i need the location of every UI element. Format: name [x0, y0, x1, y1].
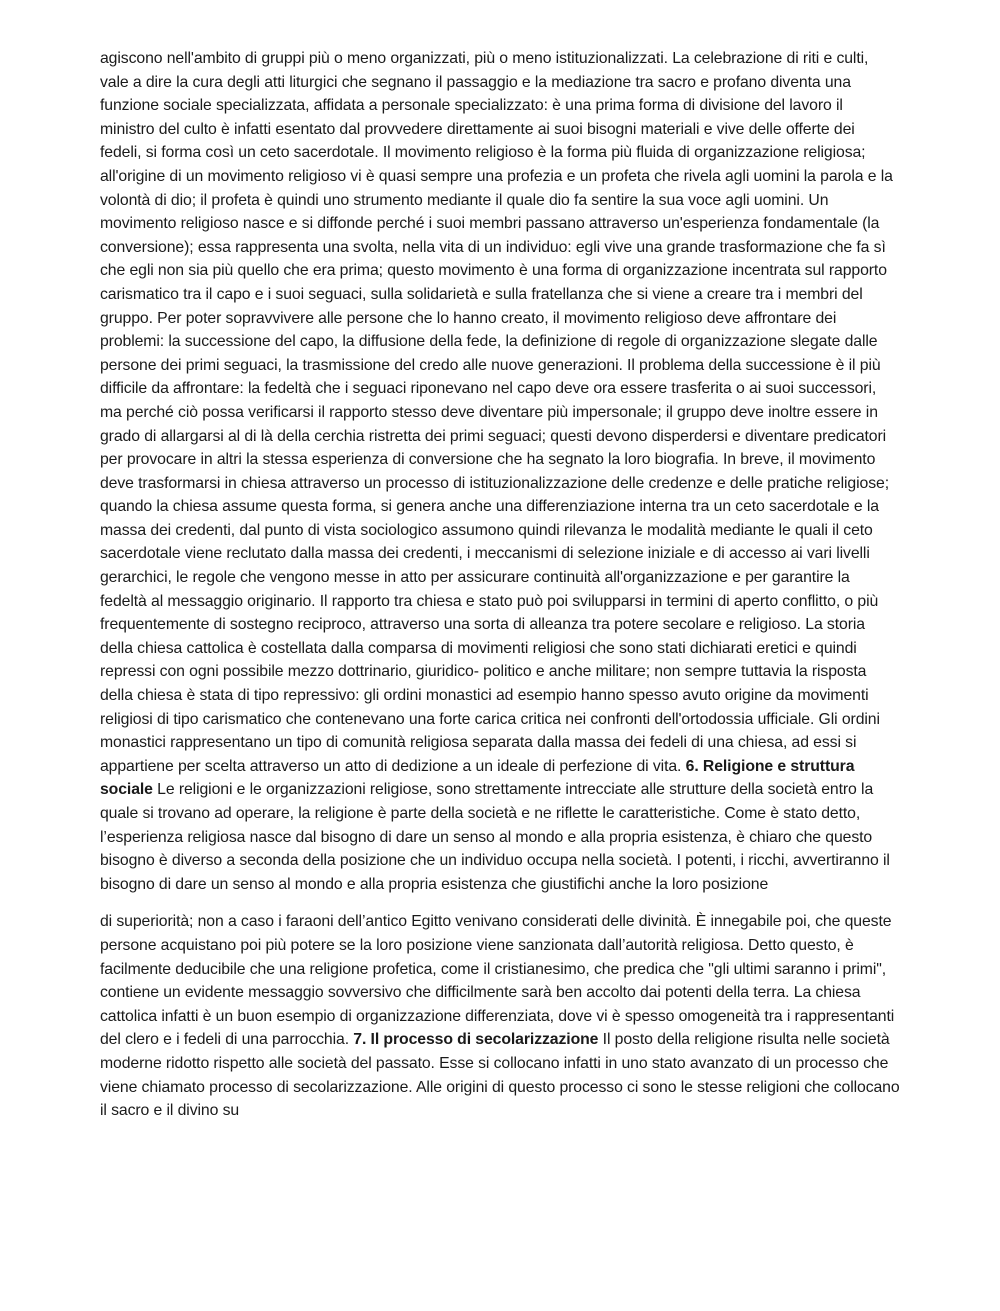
- section-heading-processo-secolarizzazione: 7. Il processo di secolarizzazione: [353, 1031, 599, 1049]
- section-heading-religione-struttura-sociale: 6. Religione e struttura sociale: [100, 757, 855, 799]
- paragraph-text: Le religioni e le organizzazioni religiose, sono strettamente intrecciate alle strutture della società entro la quale si trovano ad operare, la religione è parte della società e ne riflette le caratteristiche. Come è stato detto, l’esperienza religiosa nasce dal bisogno di dare un senso al mondo e alla propria esistenza, è chiaro che questo bisogno è diverso a seconda della posizione che un individuo occupa nella società. I potenti, i ricchi, avvertiranno il bisogno di dare un senso al mondo e alla propria esistenza che giustifichi anche la loro posizione: [100, 781, 890, 893]
- paragraph-text: Il posto della religione risulta nelle società moderne ridotto rispetto alle società del passato. Esse si collocano infatti in uno stato avanzato di un processo che viene chiamato processo di secolarizzazione. Alle origini di questo processo ci sono le stesse religioni che collocano il sacro e il divino su: [100, 1031, 900, 1120]
- paragraph-text: agiscono nell'ambito di gruppi più o meno organizzati, più o meno istituzionalizzati. La celebrazione di riti e culti, vale a dire la cura degli atti liturgici che segnano il passaggio e la mediazione tra sacro e profano diventa una funzione sociale specializzata, affidata a personale specializzato: è una prima forma di divisione del lavoro il ministro del culto è infatti esentato dal provvedere direttamente ai suoi bisogni materiali e vive delle offerte dei fedeli, si forma così un ceto sacerdotale. Il movimento religioso è la forma più fluida di organizzazione religiosa; all'origine di un movimento religioso vi è quasi sempre una profezia e un profeta che rivela agli uomini la parola e la volontà di dio; il profeta è quindi uno strumento mediante il quale dio fa sentire la sua voce agli uomini. Un movimento religioso nasce e si diffonde perché i suoi membri passano attraverso un'esperienza fondamentale (la conversione); essa rappresenta una svolta, nella vita di un individuo: egli vive una grande trasformazione che fa sì che egli non sia più quello che era prima; questo movimento è una forma di organizzazione incentrata sul rapporto carismatico tra il capo e i suoi seguaci, sulla solidarietà e sulla fratellanza che si viene a creare tra i membri del gruppo. Per poter sopravvivere alle persone che lo hanno creato, il movimento religioso deve affrontare dei problemi: la successione del capo, la diffusione della fede, la definizione di regole di organizzazione slegate dalle persone dei primi seguaci, la trasmissione del credo alle nuove generazioni. Il problema della successione è il più difficile da affrontare: la fedeltà che i seguaci riponevano nel capo deve ora essere trasferita o ai suoi successori, ma perché ciò possa verificarsi il rapporto stesso deve diventare più impersonale; il gruppo deve inoltre essere in grado di allargarsi al di là della cerchia ristretta dei primi seguaci; questi devono disperdersi e diventare predicatori per provocare in altri la stessa esperienza di conversione che ha segnato la loro biografia. In breve, il movimento deve trasformarsi in chiesa attraverso un processo di istituzionalizzazione delle credenze e delle pratiche religiose; quando la chiesa assume questa forma, si genera anche una differenziazione interna tra un ceto sacerdotale e la massa dei credenti, dal punto di vista sociologico assumono quindi rilevanza le modalità mediante le quali il ceto sacerdotale viene reclutato dalla massa dei credenti, i meccanismi di selezione iniziale e di accesso ai vari livelli gerarchici, le regole che vengono messe in atto per assicurare continuità all'organizzazione e per garantire la fedeltà al messaggio originario. Il rapporto tra chiesa e stato può poi svilupparsi in termini di aperto conflitto, o più frequentemente di sostegno reciproco, attraverso una sorta di alleanza tra potere secolare e religioso. La storia della chiesa cattolica è costellata dalla comparsa di movimenti religiosi che sono stati dichiarati eretici e quindi repressi con ogni possibile mezzo dottrinario, giuridico- politico e anche militare; non sempre tuttavia la risposta della chiesa è stata di tipo repressivo: gli ordini monastici ad esempio hanno spesso avuto origine da movimenti religiosi di tipo carismatico che contenevano una forte carica critica nei confronti dell'ortodossia ufficiale. Gli ordini monastici rappresentano un tipo di comunità religiosa separata dalla massa dei fedeli di una chiesa, ad essi si appartiene per scelta attraverso un atto di dedizione a un ideale di perfezione di vita.: [100, 50, 893, 775]
- paragraph-organizzazione-religiosa: [100, 47, 900, 896]
- paragraph-secolarizzazione: [100, 910, 900, 1122]
- paragraph-text: di superiorità; non a caso i faraoni dell’antico Egitto venivano considerati delle divinità. È innegabile poi, che queste persone acquistano poi più potere se la loro posizione viene sanzionata dall’autorità religiosa. Detto questo, è facilmente deducibile che una religione profetica, come il cristianesimo, che predica che "gli ultimi saranno i primi", contiene un evidente messaggio sovversivo che difficilmente sarà ben accolto dai potenti della terra. La chiesa cattolica infatti è un buon esempio di organizzazione differenziata, dove vi è spesso omogeneità tra i rappresentanti del clero e i fedeli di una parrocchia.: [100, 913, 895, 1049]
- document-page: [100, 47, 900, 1123]
